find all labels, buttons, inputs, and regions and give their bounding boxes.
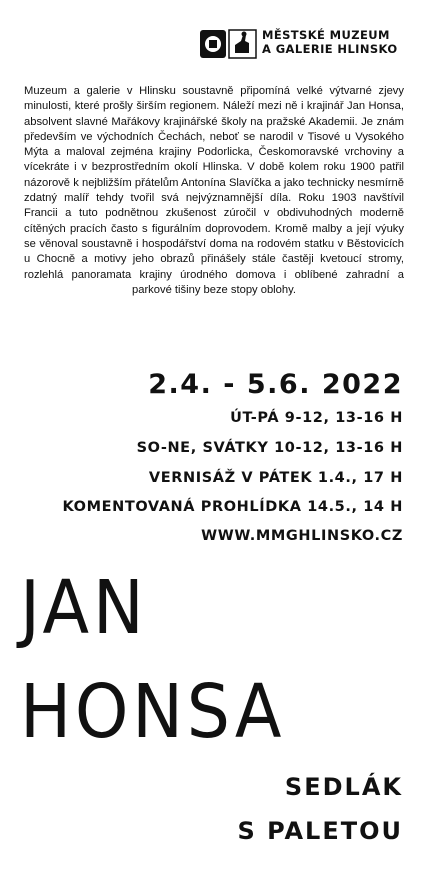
artist-first-name: JAN [20, 565, 148, 651]
guided-tour-info: KOMENTOVANÁ PROHLÍDKA 14.5., 14 H [62, 499, 403, 515]
website-link[interactable]: WWW.MMGHLINSKO.CZ [201, 528, 403, 544]
exhibition-subtitle-line-1: SEDLÁK [284, 773, 403, 801]
logo-line-1: MĚSTSKÉ MUZEUM [262, 28, 390, 42]
logo-line-2: A GALERIE HLINSKO [262, 42, 398, 56]
vernisage-info: VERNISÁŽ V PÁTEK 1.4., 17 H [148, 470, 403, 486]
exhibition-dates: 2.4. - 5.6. 2022 [148, 369, 403, 400]
opening-hours-weekend: SO-NE, SVÁTKY 10-12, 13-16 H [136, 440, 403, 456]
artist-last-name: HONSA [20, 669, 286, 755]
museum-logo-icon [199, 29, 257, 59]
intro-paragraph: Muzeum a galerie v Hlinsku soustavně připomíná velké výtvarné zjevy minulosti, které prošly širším regionem. Náleží mezi ně i krajinář Jan Honsa, absolvent slavné Mařákovy krajinářské školy na pražské Akademii. Je znám především ve východních Čechách, neboť se narodil v Tisové u Vysokého Mýta a maloval zejména krajiny Podorlicka, Českomoravské vrchoviny a vícekráte i v bezprostředním okolí Hlinska. V době kolem roku 1900 patřil názorově k nejbližším přátelům Antonína Slavíčka a jako technicky nesmírně zdatný malíř tehdy tvořil svá nejvýznamnější díla. Roku 1903 navštívil Francii a tuto podnětnou zkušenost zúročil v obdivuhodných moderně cítěných pracích často s figurálním doprovodem. Kromě malby a její výuky se věnoval soustavně i hospodářství doma na rodovém statku v Běstovicích u Chocně a motivy jeho obrazů přinášely stále častěji kvetoucí stromy, rozlehlá panoramata krajiny úrodného domova i oblíbené zahradní a parkové tišiny beze stopy oblohy. [24, 85, 404, 296]
museum-logo-text [262, 28, 398, 56]
museum-logo [199, 26, 409, 60]
exhibition-subtitle-line-2: S PALETOU [237, 817, 403, 845]
opening-hours-weekdays: ÚT-PÁ 9-12, 13-16 H [230, 410, 403, 426]
